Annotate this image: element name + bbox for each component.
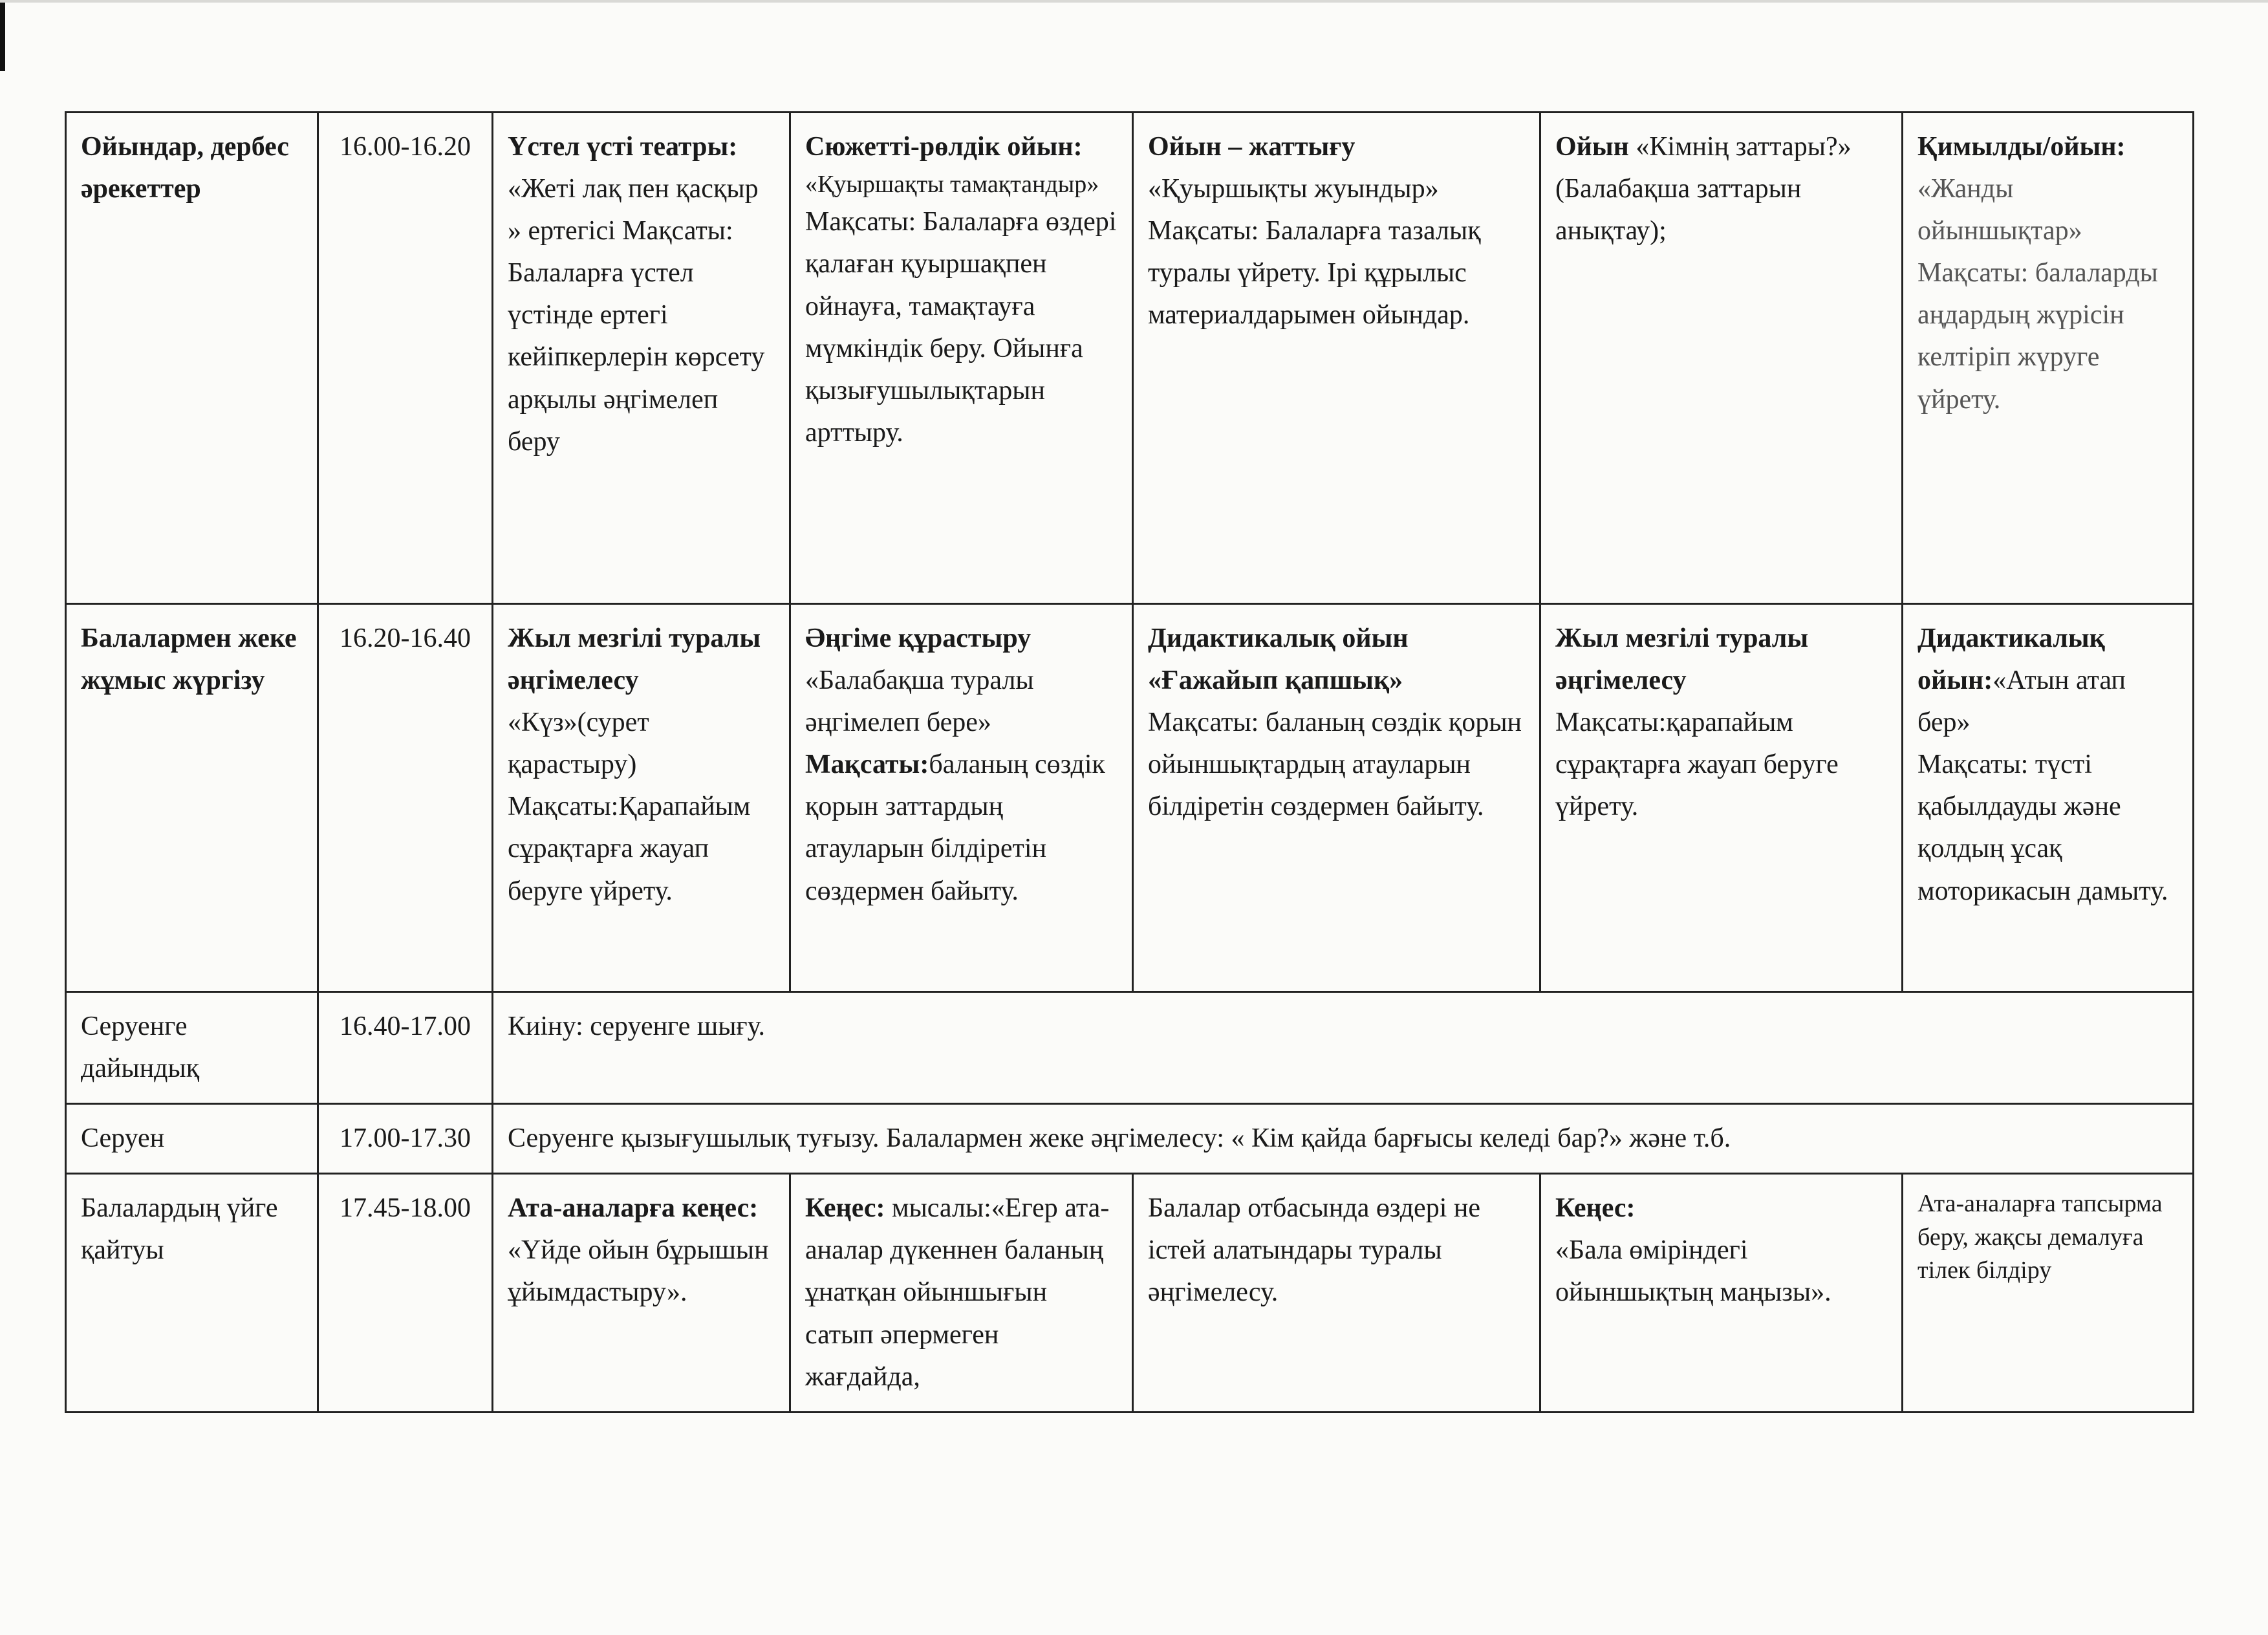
activity-body: «Қуыршықты жуындыр» Мақсаты: Балаларға тазалық туралы үйрету. Ірі құрылыс материалдарымен ойындар. (1148, 174, 1481, 330)
time-cell: 16.00-16.20 (318, 113, 493, 604)
activity-cell-wide: Серуенге қызығушылық туғызу. Балалармен жеке әңгімелесу: « Кім қайда барғысы келеді бар?» және т.б. (493, 1104, 2194, 1174)
activity-title: Ата-аналарға кеңес: (508, 1193, 759, 1224)
activity-cell (790, 1174, 1133, 1412)
activity-body: «Күз»(сурет қарастыру) Мақсаты:Қарапайым сұрақтарға жауап беруге үйрету. (508, 708, 751, 906)
scan-edge-mark (0, 0, 5, 71)
activity-cell (493, 113, 790, 604)
table-row (66, 113, 2194, 604)
activity-body: Мақсаты: түсті қабылдауды және қолдың ұсақ моторикасын дамыту. (1917, 750, 2168, 906)
activity-body: мысалы:«Егер ата-аналар дүкеннен баланың ұнатқан ойыншығын сатып әпермеген жағдайда, (805, 1193, 1110, 1392)
time-cell: 17.00-17.30 (318, 1104, 493, 1174)
activity-body: баланың сөздік қорын заттардың атауларын білдіретін сөздермен байыту. (805, 750, 1105, 906)
table-row (66, 1104, 2194, 1174)
activity-title: Үстел үсті театры: (508, 132, 738, 162)
activity-body-label: Мақсаты: (805, 750, 929, 780)
activity-body: «Жеті лақ пен қасқыр » ертегісі Мақсаты: Балаларға үстел үстінде ертегі кейіпкерлерін көрсету арқылы әңгімелеп беру (508, 174, 765, 457)
row-label: Серуенге дайындық (66, 992, 318, 1104)
activity-title: Дидактикалық ойын «Ғажайып қапшық» (1148, 623, 1409, 696)
activity-cell (1540, 113, 1903, 604)
activity-title: Әңгіме құрастыру (805, 623, 1031, 653)
activity-cell-wide: Киіну: серуенге шығу. (493, 992, 2194, 1104)
activity-cell (790, 604, 1133, 992)
time-cell: 17.45-18.00 (318, 1174, 493, 1412)
daily-plan-table (65, 111, 2194, 1413)
activity-subtitle: «Балабақша туралы әңгімелеп бере» (805, 666, 1034, 738)
activity-cell (493, 604, 790, 992)
activity-cell (493, 1174, 790, 1412)
table-row (66, 1174, 2194, 1412)
row-label: Балалардың үйге қайтуы (66, 1174, 318, 1412)
table-row (66, 604, 2194, 992)
activity-cell (1903, 604, 2194, 992)
activity-subtitle: «Жанды ойыншықтар» (1917, 174, 2082, 246)
activity-title-rest: «Атын атап бер» (1917, 666, 2126, 738)
activity-cell (1133, 604, 1540, 992)
activity-cell (1903, 1174, 2194, 1412)
activity-body: «Бала өміріндегі ойыншықтың маңызы». (1555, 1235, 1831, 1308)
activity-cell (1540, 604, 1903, 992)
activity-body: Балалар отбасында өздері не істей алатындары туралы әңгімелесу. (1148, 1193, 1480, 1308)
activity-body: «Үйде ойын бұрышын ұйымдастыру». (508, 1235, 769, 1308)
activity-cell (790, 113, 1133, 604)
activity-body: «Кімнің заттары?» (Балабақша заттарын анықтау); (1555, 132, 1852, 246)
time-cell: 16.40-17.00 (318, 992, 493, 1104)
activity-body: Ата-аналарға тапсырма беру, жақсы демалуға тілек білдіру (1917, 1190, 2163, 1284)
activity-title: Кеңес: (805, 1193, 885, 1224)
row-label: Ойындар, дербес әрекеттер (66, 113, 318, 604)
activity-title: Дидактикалық ойын: (1917, 623, 2105, 696)
activity-body: Мақсаты: балаларды аңдардың жүрісін келтіріп жүруге үйрету. (1917, 258, 2158, 415)
activity-body: Мақсаты:қарапайым сұрақтарға жауап беруге үйрету. (1555, 708, 1839, 822)
activity-title: Жыл мезгілі туралы әңгімелесу (1555, 623, 1809, 696)
activity-title: Ойын (1555, 132, 1629, 162)
table-row (66, 992, 2194, 1104)
activity-subtitle: «Қуыршақты тамақтандыр» (805, 171, 1099, 199)
activity-title: Сюжетті-рөлдік ойын: (805, 132, 1083, 162)
activity-cell (1133, 1174, 1540, 1412)
activity-body: Мақсаты: баланың сөздік қорын ойыншықтардың атауларын білдіретін сөздермен байыту. (1148, 708, 1522, 822)
row-label: Серуен (66, 1104, 318, 1174)
activity-title: Кеңес: (1555, 1193, 1636, 1224)
activity-title: Қимылды/ойын: (1917, 132, 2126, 162)
activity-cell (1133, 113, 1540, 604)
activity-cell (1903, 113, 2194, 604)
activity-title: Ойын – жаттығу (1148, 132, 1355, 162)
activity-title: Жыл мезгілі туралы әңгімелесу (508, 623, 761, 696)
activity-body: Мақсаты: Балаларға өздері қалаған қуыршақпен ойнауға, тамақтауға мүмкіндік беру. Ойынға қызығушылықтарын арттыру. (805, 207, 1117, 448)
row-label: Балалармен жеке жұмыс жүргізу (66, 604, 318, 992)
scan-top-edge (0, 0, 2268, 3)
time-cell: 16.20-16.40 (318, 604, 493, 992)
activity-cell (1540, 1174, 1903, 1412)
